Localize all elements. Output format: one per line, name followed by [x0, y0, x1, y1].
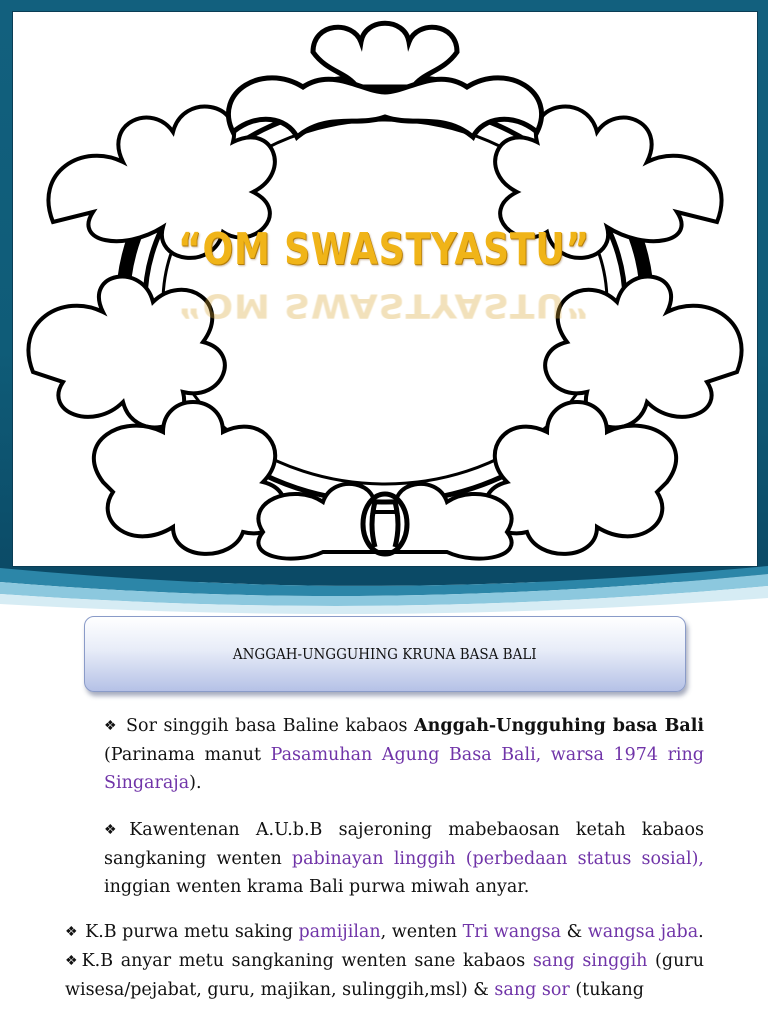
p1-highlight: Pasamuhan Agung Basa Bali, warsa 1974 ring Singaraja [104, 745, 705, 793]
paragraph-1 [104, 712, 704, 797]
p1-text-3: (Parinama manut [104, 745, 271, 765]
p3-text-10: (guru wisesa/pejabat, guru, majikan, sulinggih,msl) & [65, 951, 704, 1000]
p3-highlight-5: sang sor [494, 980, 570, 1000]
p3-text-3: , wenten [380, 922, 463, 942]
diamond-cluster-icon: ❖ [104, 718, 118, 734]
p1-text-1: Sor singgih basa Baline kabaos [119, 716, 415, 736]
p3-highlight-3: wangsa jaba [587, 922, 699, 942]
diamond-cluster-icon: ❖ [65, 953, 80, 969]
p3-text-12: (tukang [569, 980, 644, 1000]
p2-highlight: pabinayan linggih (perbedaan status sosial), [291, 849, 704, 869]
greeting-heading: “OM SWASTYASTU” [177, 224, 591, 275]
p2-text-1: Kawentenan A.U.b.B sajeroning mabebaosan ketah kabaos sangkaning wenten [104, 820, 704, 869]
p3-highlight-1: pamijilan [298, 922, 381, 942]
slide-title: ANGGAH-UNGGUHING KRUNA BASA BALI [233, 645, 537, 663]
diamond-cluster-icon: ❖ [104, 822, 128, 838]
paragraph-2 [104, 816, 704, 901]
diamond-cluster-icon: ❖ [65, 924, 78, 940]
p2-text-3: inggian wenten krama Bali purwa miwah anyar. [104, 877, 530, 897]
paragraph-3 [65, 918, 704, 1004]
title-box [84, 616, 686, 692]
p1-term: Anggah-Ungguhing basa Bali [414, 716, 704, 736]
p3-text-5: & [561, 922, 588, 942]
p3-text-1: K.B purwa metu saking [79, 922, 299, 942]
p3-highlight-2: Tri wangsa [462, 922, 562, 942]
p3-text-8: K.B anyar metu sangkaning wenten sane kabaos [81, 951, 533, 971]
p3-text-7: . [698, 922, 704, 942]
p3-highlight-4: sang singgih [532, 951, 648, 971]
greeting-reflection: “OM SWASTYASTU” [177, 286, 591, 325]
p1-text-5: ). [189, 773, 202, 793]
